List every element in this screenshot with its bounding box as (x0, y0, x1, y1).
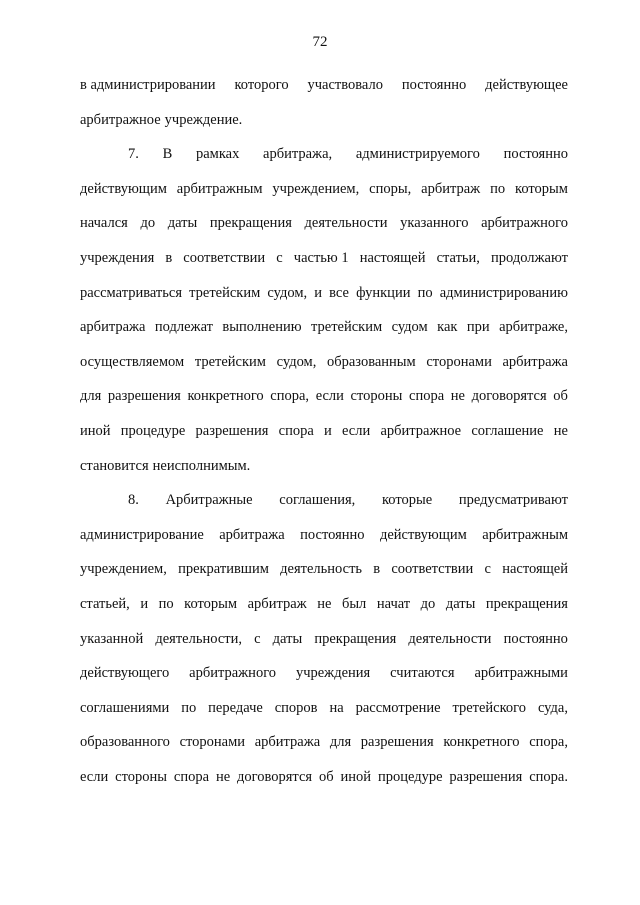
word: в (165, 249, 173, 266)
word: разрешения (449, 768, 523, 785)
word: по (158, 595, 174, 612)
word: постоянно (503, 146, 568, 163)
word: процедуре (377, 768, 443, 785)
word: учреждения (295, 665, 371, 682)
text-line (80, 552, 568, 587)
word: учреждение. (164, 111, 243, 128)
word: спора (173, 768, 210, 785)
word: статьей, (80, 595, 130, 612)
word: по (417, 284, 433, 301)
text-line (80, 137, 568, 172)
word: арбитражное (380, 422, 462, 439)
word: арбитража (219, 526, 285, 543)
word: арбитражного (189, 665, 277, 682)
word: не (450, 388, 465, 405)
word: указанного (400, 215, 469, 232)
word: постоянно (503, 630, 568, 647)
word: был (341, 595, 367, 612)
word: в администрировании (80, 77, 216, 93)
text-line (80, 760, 568, 795)
word: арбитража (502, 353, 568, 370)
word: действующим (379, 526, 467, 543)
text-line (80, 379, 568, 414)
word: участвовало (307, 77, 383, 93)
word: арбитража, (263, 146, 333, 163)
word: действующее (485, 77, 568, 93)
word: начат (376, 595, 411, 612)
word: продолжают (491, 249, 568, 266)
word: начался (80, 215, 128, 232)
word: как (437, 319, 458, 336)
text-line (80, 518, 568, 553)
word: деятельность (280, 561, 363, 578)
word: для (80, 388, 102, 405)
text-line (80, 172, 568, 207)
word: учреждения (80, 249, 155, 266)
word: третейским (194, 353, 266, 370)
word: спора, (270, 388, 310, 405)
word: администрируемого (355, 146, 480, 163)
word: стороны (115, 768, 167, 785)
word: даты (445, 595, 476, 612)
word: даты (167, 215, 198, 232)
word: соответствии (391, 561, 474, 578)
word: арбитраж (247, 595, 307, 612)
text-line (80, 725, 568, 760)
text-line (80, 206, 568, 241)
word: арбитража (80, 319, 146, 336)
word: учреждением, (80, 561, 167, 578)
word: договорятся (471, 388, 547, 405)
word: спора. (529, 768, 568, 785)
word: сторонами (426, 353, 492, 370)
word: деятельности (408, 630, 492, 647)
word: с (254, 630, 261, 647)
word: прекратившим (178, 561, 269, 578)
word: которого (234, 77, 289, 93)
word: подлежат (154, 319, 213, 336)
word: суда, (537, 699, 568, 716)
text-line (80, 414, 568, 449)
word: образованным (326, 353, 416, 370)
text-line (80, 276, 568, 311)
word: администрированию (439, 284, 568, 301)
word: деятельности (304, 215, 388, 232)
word: прекращения (314, 630, 397, 647)
word: договорятся (237, 768, 313, 785)
word: соглашение (471, 422, 544, 439)
word: деятельности, (155, 630, 242, 647)
word: с (276, 249, 283, 266)
word: сторонами (179, 734, 246, 751)
word: арбитражное (80, 111, 161, 128)
word: администрирование (80, 526, 204, 543)
word: образованного (80, 734, 170, 751)
word: стороны (350, 388, 403, 405)
word: рассматриваться (80, 284, 182, 301)
word: постоянно (300, 526, 365, 543)
word: по (181, 699, 197, 716)
text-line (80, 241, 568, 276)
word: прекращения (485, 595, 568, 612)
word: иной (80, 422, 111, 439)
word: разрешения (360, 734, 434, 751)
word: спора (409, 388, 445, 405)
word: которым (515, 180, 568, 197)
word: указанной (80, 630, 144, 647)
word: арбитражного (481, 215, 568, 232)
word: конкретного (443, 734, 520, 751)
word: до (140, 215, 156, 232)
word: судом, (267, 284, 308, 301)
word: об (553, 388, 568, 405)
word: и (324, 422, 332, 439)
word: неисполнимым. (152, 457, 251, 474)
word: предусматривают (458, 492, 568, 509)
text-line (80, 587, 568, 622)
word: осуществляемом (80, 353, 185, 370)
word: арбитражным (176, 180, 263, 197)
word: настоящей (502, 561, 568, 578)
word: третейским (311, 319, 383, 336)
word: арбитража (254, 734, 321, 751)
word: Арбитражные (165, 492, 253, 509)
word: если (80, 768, 109, 785)
word: разрешения (195, 422, 269, 439)
word: передаче (208, 699, 263, 716)
word: разрешения (107, 388, 181, 405)
word: конкретного (187, 388, 264, 405)
word: не (553, 422, 568, 439)
word: 8. (128, 492, 139, 509)
text-line (80, 656, 568, 691)
word: на (329, 699, 344, 716)
word: функции (356, 284, 411, 301)
word: рассмотрение (355, 699, 441, 716)
word: и (140, 595, 149, 612)
word: даты (272, 630, 303, 647)
word: которым (184, 595, 238, 612)
text-line (80, 449, 568, 484)
word: если (342, 422, 371, 439)
word: об (318, 768, 334, 785)
word: арбитраж (421, 180, 481, 197)
word: споров (274, 699, 318, 716)
word: судом, (276, 353, 317, 370)
word: процедуре (120, 422, 186, 439)
word: в (373, 561, 381, 578)
word: и (314, 284, 323, 301)
word: действующего (80, 665, 170, 682)
word: с (484, 561, 491, 578)
word: становится (80, 457, 149, 474)
word: учреждением, (272, 180, 360, 197)
word: судом (391, 319, 428, 336)
word: прекращения (209, 215, 292, 232)
text-line (80, 483, 568, 518)
word: арбитражными (474, 665, 568, 682)
word: частью 1 (293, 249, 349, 266)
word: постоянно (401, 77, 467, 93)
word: арбитражным (482, 526, 568, 543)
word: которые (381, 492, 433, 509)
word: при (466, 319, 490, 336)
text-line (80, 310, 568, 345)
word: рамках (195, 146, 240, 163)
word: если (315, 388, 344, 405)
word: считаются (390, 665, 455, 682)
text-line (80, 103, 568, 138)
word: настоящей (359, 249, 426, 266)
document-body (80, 68, 568, 794)
word: соглашения, (279, 492, 356, 509)
word: не (215, 768, 231, 785)
word: спора (278, 422, 314, 439)
word: не (317, 595, 332, 612)
word: В (162, 146, 173, 163)
text-line (80, 691, 568, 726)
word: иной (340, 768, 372, 785)
page-number: 72 (312, 34, 328, 50)
word: статьи, (436, 249, 480, 266)
word: действующим (80, 180, 167, 197)
word: спора, (529, 734, 568, 751)
word: до (420, 595, 436, 612)
word: споры, (369, 180, 412, 197)
text-line (80, 68, 568, 103)
word: соглашениями (80, 699, 170, 716)
word: 7. (128, 146, 139, 163)
word: третейского (452, 699, 527, 716)
word: третейским (189, 284, 261, 301)
word: для (329, 734, 352, 751)
text-line (80, 622, 568, 657)
word: выполнению (222, 319, 302, 336)
word: арбитраже, (499, 319, 568, 336)
word: все (329, 284, 349, 301)
word: соответствии (183, 249, 266, 266)
word: по (490, 180, 506, 197)
text-line (80, 345, 568, 380)
